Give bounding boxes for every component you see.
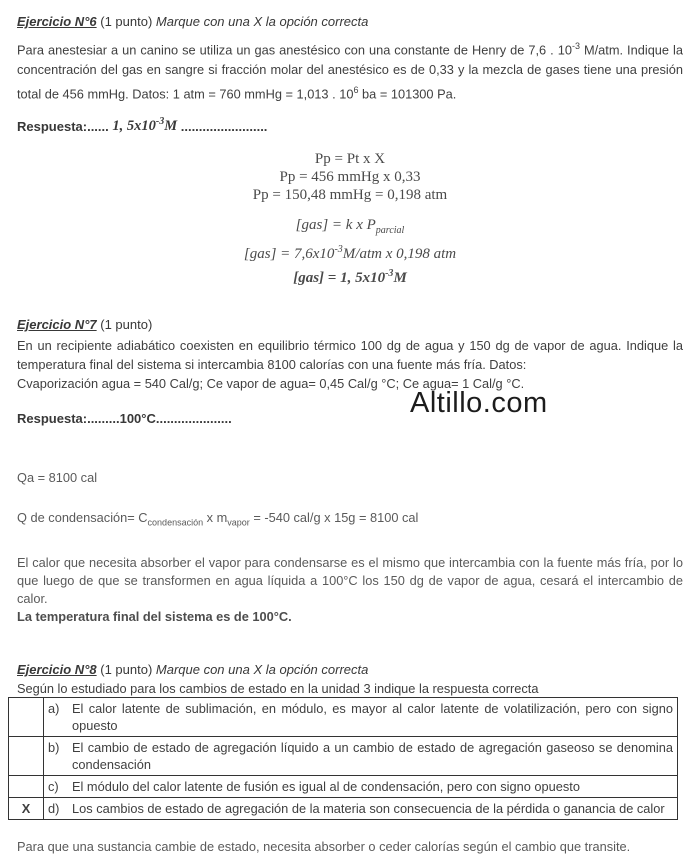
exercise7-statement: En un recipiente adiabático coexisten en equilibrio térmico 100 dg de agua y 150 dg de vapor de agua. Indique la temperatura final del sistema si intercambia 8100 calorías con una fuente más fría. Datos: bbox=[17, 338, 683, 373]
heat-absorbed-line: Qa = 8100 cal bbox=[17, 470, 98, 486]
exercise8-title: Ejercicio N°8 bbox=[17, 661, 97, 677]
formula-exponent: -3 bbox=[385, 268, 394, 280]
option-c-letter: c) bbox=[48, 778, 59, 794]
exercise7-answer-line: Respuesta:.........100°C..................... bbox=[17, 411, 232, 427]
formula-exponent: -3 bbox=[334, 244, 343, 256]
exercise6-heading bbox=[17, 12, 683, 32]
exercise8-heading bbox=[17, 660, 683, 680]
option-c-text: El módulo del calor latente de fusión es igual al de condensación, pero con signo opuesto bbox=[72, 778, 580, 794]
formula-subscript: parcial bbox=[375, 225, 405, 237]
work-text: x m bbox=[203, 510, 228, 526]
condensation-heat-line bbox=[17, 509, 683, 532]
formula-line: Pp = 456 mmHg x 0,33 bbox=[279, 169, 421, 186]
formula-text: M bbox=[393, 270, 407, 287]
exercise6-title: Ejercicio N°6 bbox=[17, 14, 97, 29]
exercise7-data-line: Cvaporización agua = 540 Cal/g; Ce vapor de agua= 0,45 Cal/g °C; Ce agua= 1 Cal/g °C. bbox=[17, 376, 525, 392]
formula-line bbox=[17, 216, 683, 240]
formula-line: Pp = 150,48 mmHg = 0,198 atm bbox=[252, 187, 448, 204]
exercise8-footer-note: Para que una sustancia cambie de estado, necesita absorber o ceder calorías según el cambio que transite. bbox=[17, 838, 631, 854]
exponent: 6 bbox=[353, 85, 359, 96]
option-d-cell bbox=[44, 797, 678, 819]
formula-result-line bbox=[17, 264, 683, 288]
option-row-b bbox=[9, 736, 678, 775]
option-a-mark-cell bbox=[9, 697, 44, 736]
option-row-c bbox=[9, 775, 678, 797]
answer-value bbox=[112, 118, 177, 134]
formula-text: M/atm x 0,198 atm bbox=[342, 246, 457, 263]
option-c-cell bbox=[44, 775, 678, 797]
exponent: -3 bbox=[571, 41, 580, 51]
option-c-mark-cell bbox=[9, 775, 44, 797]
exercise7-conclusion: La temperatura final del sistema es de 100°C. bbox=[17, 608, 292, 624]
option-a-letter: a) bbox=[48, 700, 60, 716]
exercise6-points: (1 punto) bbox=[96, 14, 156, 29]
formula-text: [gas] = 7,6x10 bbox=[243, 246, 335, 263]
exercise8-points: (1 punto) bbox=[96, 661, 156, 677]
option-a-cell bbox=[44, 697, 678, 736]
formula-text: [gas] = 1, 5x10 bbox=[293, 270, 386, 287]
exercise6-instruction: Marque con una X la opción correcta bbox=[155, 14, 369, 29]
exercise7-points: (1 punto) bbox=[96, 317, 153, 333]
answer-value-exponent: -3 bbox=[155, 116, 165, 128]
work-text: = -540 cal/g x 15g = 8100 cal bbox=[249, 510, 419, 526]
henry-formula-group bbox=[17, 216, 683, 288]
exercise7-title: Ejercicio N°7 bbox=[17, 317, 97, 333]
option-b-mark-cell bbox=[9, 736, 44, 775]
exercise6-solution bbox=[17, 150, 683, 288]
exercise6-answer-line bbox=[17, 113, 683, 137]
option-b-text: El cambio de estado de agregación líquido a un cambio de estado de agregación gaseoso se denomina condensación bbox=[72, 739, 673, 772]
option-d-text: Los cambios de estado de agregación de la materia son consecuencia de la pérdida o ganancia de calor bbox=[72, 800, 665, 816]
formula-line: Pp = Pt x X bbox=[314, 151, 386, 168]
exercise7-heading bbox=[17, 316, 683, 334]
option-d-letter: d) bbox=[48, 800, 60, 816]
formula-text: [gas] = k x P bbox=[295, 217, 376, 234]
exercise8-instruction: Marque con una X la opción correcta bbox=[155, 661, 369, 677]
formula-line bbox=[17, 240, 683, 264]
exercise8-intro: Según lo estudiado para los cambios de estado en la unidad 3 indique la respuesta correcta bbox=[17, 680, 539, 696]
exercise6-statement bbox=[17, 36, 683, 105]
option-d-mark-cell: X bbox=[9, 797, 44, 819]
exercise7-explanation: El calor que necesita absorber el vapor para condensarse es el mismo que intercambia con la fuente más fría, por lo que luego de que se transformen en agua líquida a 100°C los 150 dg de vapor de agua, cesará el intercambio de calor. bbox=[17, 554, 683, 606]
answer-dots: ........................ bbox=[177, 118, 268, 134]
options-table bbox=[8, 697, 678, 820]
option-row-a bbox=[9, 697, 678, 736]
pressure-formula-group bbox=[17, 150, 683, 204]
answer-value-unit: M bbox=[164, 118, 178, 135]
work-subscript: vapor bbox=[227, 517, 250, 528]
option-a-text: El calor latente de sublimación, en módulo, es mayor al calor latente de volatilización, pero con signo opuesto bbox=[72, 700, 673, 733]
answer-label: Respuesta:...... bbox=[17, 118, 113, 134]
work-text: Q de condensación= C bbox=[17, 510, 148, 526]
statement-text: M/atm. Indique la concentración del gas en sangre si fracción molar del anestésico es de 0,33 y la mezcla de gases tiene una presión total de 456 mmHg. Datos: 1 atm = 760 mmHg = 1,013 . 10 bbox=[17, 42, 683, 102]
answer-value-base: 1, 5x10 bbox=[112, 118, 156, 135]
statement-text: Para anestesiar a un canino se utiliza un gas anestésico con una constante de Henry de 7,6 . 10 bbox=[17, 42, 572, 58]
option-b-letter: b) bbox=[48, 739, 60, 755]
work-subscript: condensación bbox=[147, 517, 204, 528]
altillo-watermark: Altillo.com bbox=[410, 387, 548, 419]
statement-text: ba = 101300 Pa. bbox=[358, 86, 457, 102]
option-b-cell bbox=[44, 736, 678, 775]
option-row-d bbox=[9, 797, 678, 819]
